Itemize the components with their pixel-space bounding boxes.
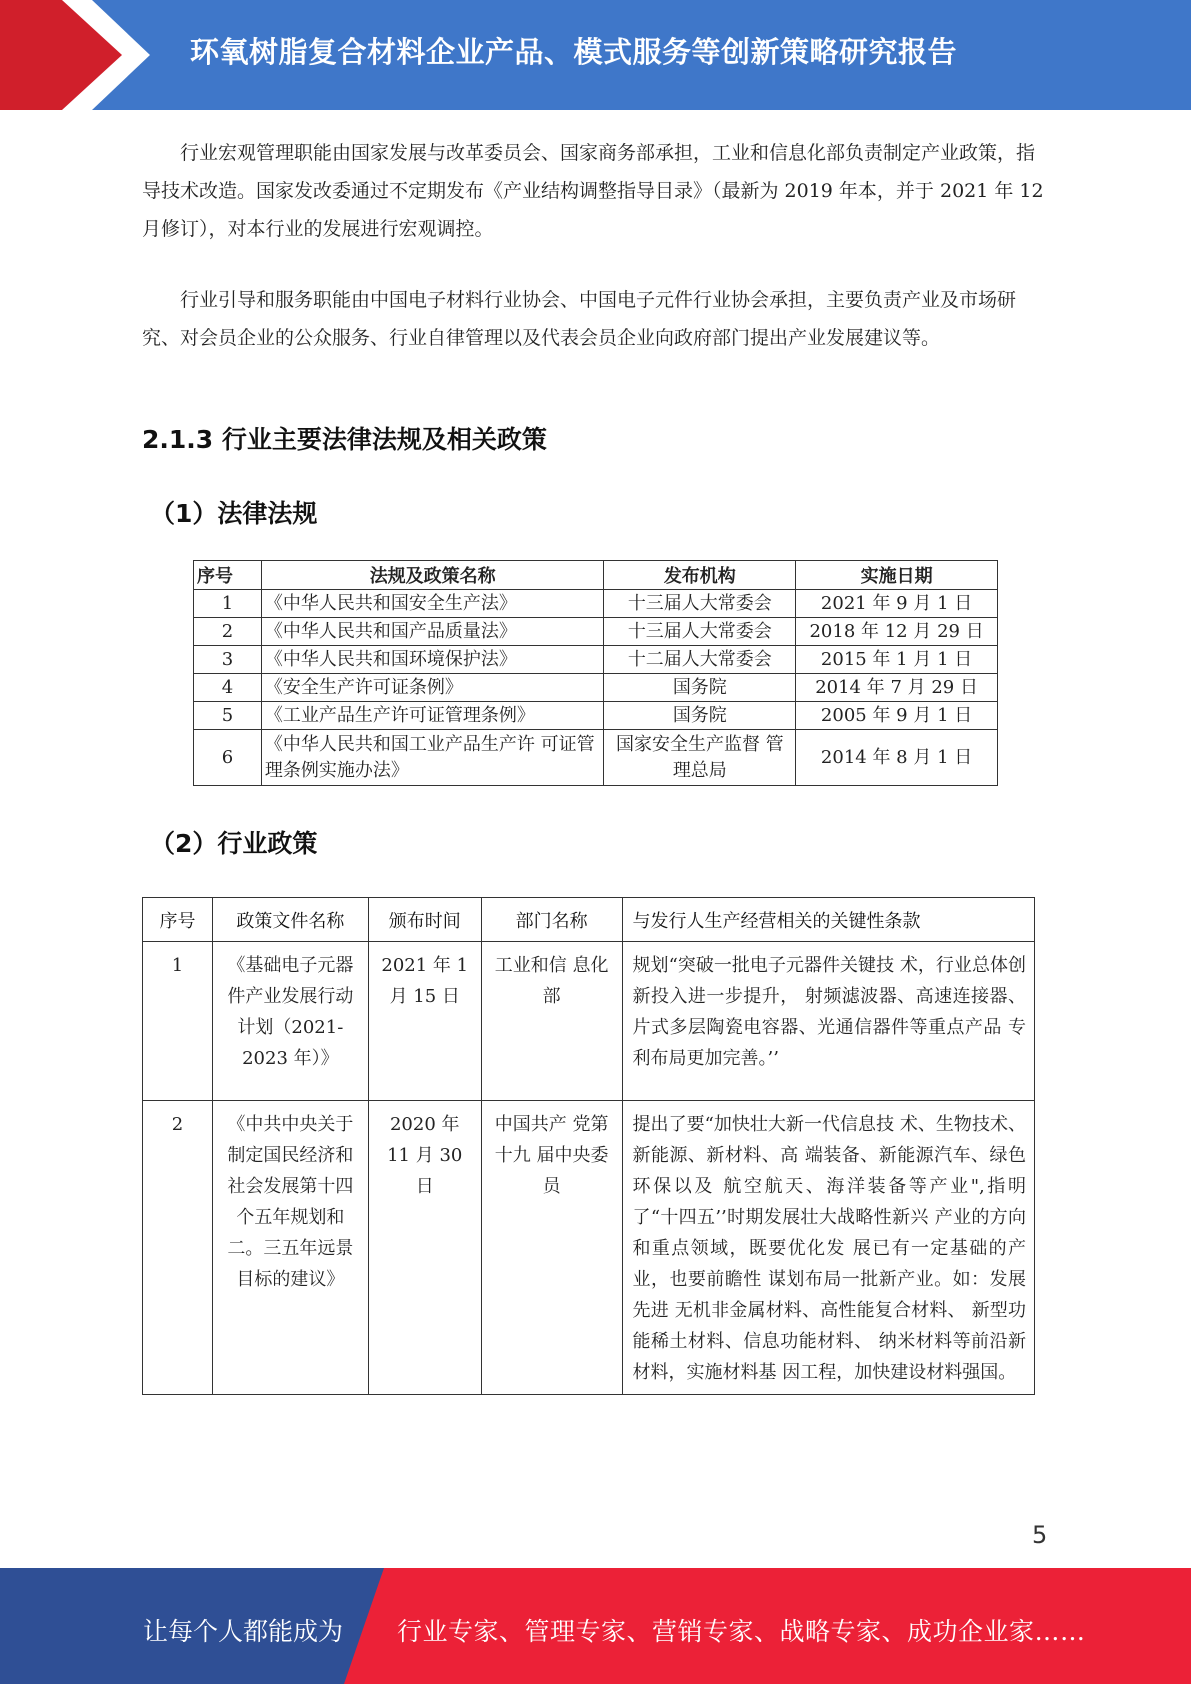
law-index: 6 (194, 730, 262, 786)
law-index: 2 (194, 618, 262, 646)
laws-heading: （1）法律法规 (150, 499, 318, 528)
law-name: 《中华人民共和国安全生产法》 (261, 590, 604, 618)
policy-clause: 规划“突破一批电子元器件关键技 术，行业总体创新投入进一步提升， 射频滤波器、高速连接器、片式多层陶瓷电容器、光通信器件等重点产品 专利布局更加完善。’’ (622, 942, 1034, 1101)
policy-col-clause: 与发行人生产经营相关的关键性条款 (622, 898, 1034, 942)
law-name: 《中华人民共和国环境保护法》 (261, 646, 604, 674)
law-index: 5 (194, 702, 262, 730)
page-header (0, 0, 1191, 110)
law-date: 2005 年 9 月 1 日 (796, 702, 998, 730)
law-issuer: 十三届人大常委会 (604, 618, 796, 646)
header-red-arrow-shape (0, 0, 150, 110)
paragraph-macro-management: 行业宏观管理职能由国家发展与改革委员会、国家商务部承担，工业和信息化部负责制定产业政策，指导技术改造。国家发改委通过不定期发布《产业结构调整指导目录》（最新为 2019 年本，并于 2021 年 12 月修订），对本行业的发展进行宏观调控。 (142, 142, 1044, 240)
law-issuer: 国务院 (604, 674, 796, 702)
laws-table (193, 560, 998, 786)
law-index: 1 (194, 590, 262, 618)
table-row (194, 646, 998, 674)
policy-name: 《基础电子元器件产业发展行动计划（2021-2023 年）》 (212, 942, 368, 1101)
law-name: 《中华人民共和国产品质量法》 (261, 618, 604, 646)
policy-date: 2021 年 1 月 15 日 (368, 942, 481, 1101)
page-number: 5 (1032, 1521, 1048, 1549)
policy-department: 中国共产 党第十九 届中央委 员 (481, 1101, 622, 1395)
table-row (143, 942, 1035, 1101)
policies-table (142, 897, 1035, 1395)
section-heading: 2.1.3 行业主要法律法规及相关政策 (142, 425, 547, 454)
law-index: 4 (194, 674, 262, 702)
law-issuer: 十二届人大常委会 (604, 646, 796, 674)
table-row (194, 618, 998, 646)
law-date: 2014 年 7 月 29 日 (796, 674, 998, 702)
law-name: 《中华人民共和国工业产品生产许 可证管理条例实施办法》 (261, 730, 604, 786)
page-footer (0, 1568, 1191, 1684)
policy-index: 2 (143, 1101, 213, 1395)
law-index: 3 (194, 646, 262, 674)
law-date: 2018 年 12 月 29 日 (796, 618, 998, 646)
table-row (194, 674, 998, 702)
law-issuer: 十三届人大常委会 (604, 590, 796, 618)
policy-date: 2020 年 11 月 30 日 (368, 1101, 481, 1395)
policy-name: 《中共中央关于制定国民经济和社会发展第十四个五年规划和二。三五年远景目标的建议》 (212, 1101, 368, 1395)
law-issuer: 国家安全生产监督 管理总局 (604, 730, 796, 786)
policy-col-date: 颁布时间 (368, 898, 481, 942)
policy-index: 1 (143, 942, 213, 1101)
policy-clause: 提出了要“加快壮大新一代信息技 术、生物技术、新能源、新材料、高 端装备、新能源汽车、绿色环保以及 航空航天、海洋装备等产业",指明 了“十四五’’时期发展壮大战略性新兴 产业的方向和重点领域，既要优化发 展已有一定基础的产业，也要前瞻性 谋划布局一批新产业。如：发展先进 无机非金属材料、高性能复合材料、 新型功能稀土材料、信息功能材料、 纳米材料等前沿新材料，实施材料基 因工程，加快建设材料强国。 (622, 1101, 1034, 1395)
policy-col-department: 部门名称 (481, 898, 622, 942)
laws-table-header (194, 561, 998, 590)
laws-col-index: 序号 (194, 561, 262, 590)
laws-col-name: 法规及政策名称 (261, 561, 604, 590)
policies-table-header (143, 898, 1035, 942)
laws-col-date: 实施日期 (796, 561, 998, 590)
law-name: 《工业产品生产许可证管理条例》 (261, 702, 604, 730)
footer-slogan-right: 行业专家、管理专家、营销专家、战略专家、成功企业家…… (397, 1617, 1086, 1646)
policy-department: 工业和信 息化部 (481, 942, 622, 1101)
header-title: 环氧树脂复合材料企业产品、模式服务等创新策略研究报告 (190, 35, 958, 69)
laws-col-issuer: 发布机构 (604, 561, 796, 590)
law-date: 2021 年 9 月 1 日 (796, 590, 998, 618)
table-row (194, 730, 998, 786)
policy-col-name: 政策文件名称 (212, 898, 368, 942)
footer-slogan-left: 让每个人都能成为 (143, 1617, 344, 1646)
paragraph-industry-guidance: 行业引导和服务职能由中国电子材料行业协会、中国电子元件行业协会承担，主要负责产业及市场研究、对会员企业的公众服务、行业自律管理以及代表会员企业向政府部门提出产业发展建议等。 (142, 289, 1017, 349)
table-row (143, 1101, 1035, 1395)
table-row (194, 590, 998, 618)
law-date: 2014 年 8 月 1 日 (796, 730, 998, 786)
policy-col-index: 序号 (143, 898, 213, 942)
law-name: 《安全生产许可证条例》 (261, 674, 604, 702)
table-row (194, 702, 998, 730)
policies-heading: （2）行业政策 (150, 829, 318, 858)
law-issuer: 国务院 (604, 702, 796, 730)
law-date: 2015 年 1 月 1 日 (796, 646, 998, 674)
